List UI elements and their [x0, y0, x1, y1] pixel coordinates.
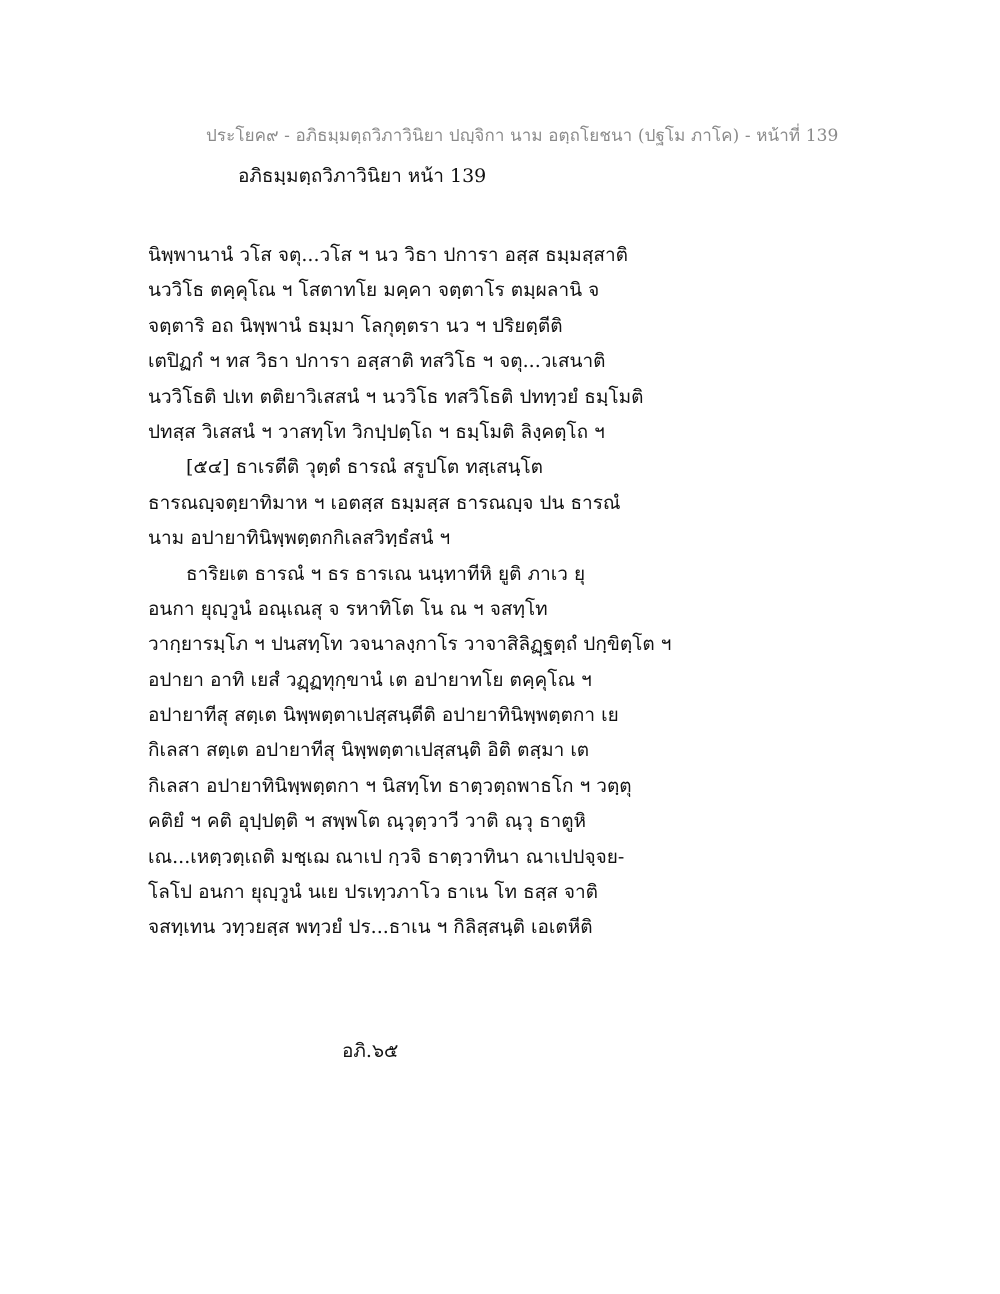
paragraph-start-line: ธาริยเต ธารณํ ฯ ธร ธารเณ นนฺทาทีหิ ยูติ ภาเว ยุ [186, 562, 586, 585]
text-line: วากฺยารมฺโภ ฯ ปนสทฺโท วจนาลงฺกาโร วาจาสิลิฏฺฐตฺถํ ปกฺขิตฺโต ฯ [148, 633, 672, 656]
text-line: กิเลสา สตฺเต อปายาทีสุ นิพฺพตฺตาเปสฺสนฺติ อิติ ตสฺมา เต [148, 739, 590, 762]
text-line: เตปิฏกํ ฯ ทส วิธา ปการา อสฺสาติ ทสวิโธ ฯ จตุ...วเสนาติ [148, 350, 606, 373]
text-line: นววิโธติ ปเท ตติยาวิเสสนํ ฯ นววิโธ ทสวิโธติ ปททฺวยํ ธมฺโมติ [148, 385, 644, 408]
text-line: ปทสฺส วิเสสนํ ฯ วาสทฺโท วิกปฺปตฺโถ ฯ ธมฺโมติ ลิงฺคตฺโถ ฯ [148, 420, 605, 443]
text-line: เณ...เหตฺวตฺเถติ มชฺเฌ ณาเป กฺวจิ ธาตฺวาทินา ณาเปปจฺจย- [148, 845, 625, 868]
page-footer-marker: อภิ.๖๕ [342, 1040, 399, 1062]
page-title: อภิธมฺมตฺถวิภาวินิยา หน้า 139 [238, 165, 487, 187]
text-line: อนกา ยุญฺวูนํ อณฺเณสุ จ รหาทิโต โน ณ ฯ จสทฺโท [148, 597, 548, 620]
text-line: กิเลสา อปายาทินิพฺพตฺตกา ฯ นิสทฺโท ธาตฺวตฺถพาธโก ฯ วตฺตุ [148, 774, 632, 797]
text-line: จตฺตาริ อถ นิพฺพานํ ธมฺมา โลกุตฺตรา นว ฯ ปริยตฺตีติ [148, 314, 563, 337]
text-line: จสทฺเทน วทฺวยสฺส พทฺวยํ ปร...ธาเน ฯ กิลิสฺสนฺติ เอเตหีติ [148, 916, 593, 939]
text-line: ธารณญฺจตฺยาทิมาห ฯ เอตสฺส ธมฺมสฺส ธารณญฺจ ปน ธารณํ [148, 491, 621, 514]
body-text [148, 238, 868, 946]
text-line: นววิโธ ตคฺคุโณ ฯ โสตาทโย มคฺคา จตฺตาโร ตมฺผลานิ จ [148, 279, 600, 302]
paragraph-start-line: [๕๔] ธาเรตีติ วุตฺตํ ธารณํ สรูปโต ทสฺเสนฺโต [186, 456, 544, 479]
text-line: นิพฺพานานํ วโส จตุ...วโส ฯ นว วิธา ปการา อสฺส ธมฺมสฺสาติ [148, 244, 629, 266]
running-header: ประโยค๙ - อภิธมฺมตฺถวิภาวินิยา ปญฺจิกา นาม อตฺถโยชนา (ปฐโม ภาโค) - หน้าที่ 139 [206, 126, 839, 146]
text-line: อปายา อาทิ เยสํ วฏฺฏทุกฺขานํ เต อปายาทโย ตคฺคุโณ ฯ [148, 668, 592, 691]
text-line: อปายาทีสุ สตฺเต นิพฺพตฺตาเปสฺสนฺตีติ อปายาทินิพฺพตฺตกา เย [148, 704, 619, 727]
text-line: โลโป อนกา ยุญฺวูนํ นเย ปรเทฺวภาโว ธาเน โท ธสฺส จาติ [148, 881, 599, 904]
text-line: นาม อปายาทินิพฺพตฺตกกิเลสวิทฺธํสนํ ฯ [148, 527, 451, 550]
text-line: คติยํ ฯ คติ อุปฺปตฺติ ฯ สพฺพโต ณฺวุตฺวาวี วาติ ณฺวุ ธาตูหิ [148, 810, 587, 833]
